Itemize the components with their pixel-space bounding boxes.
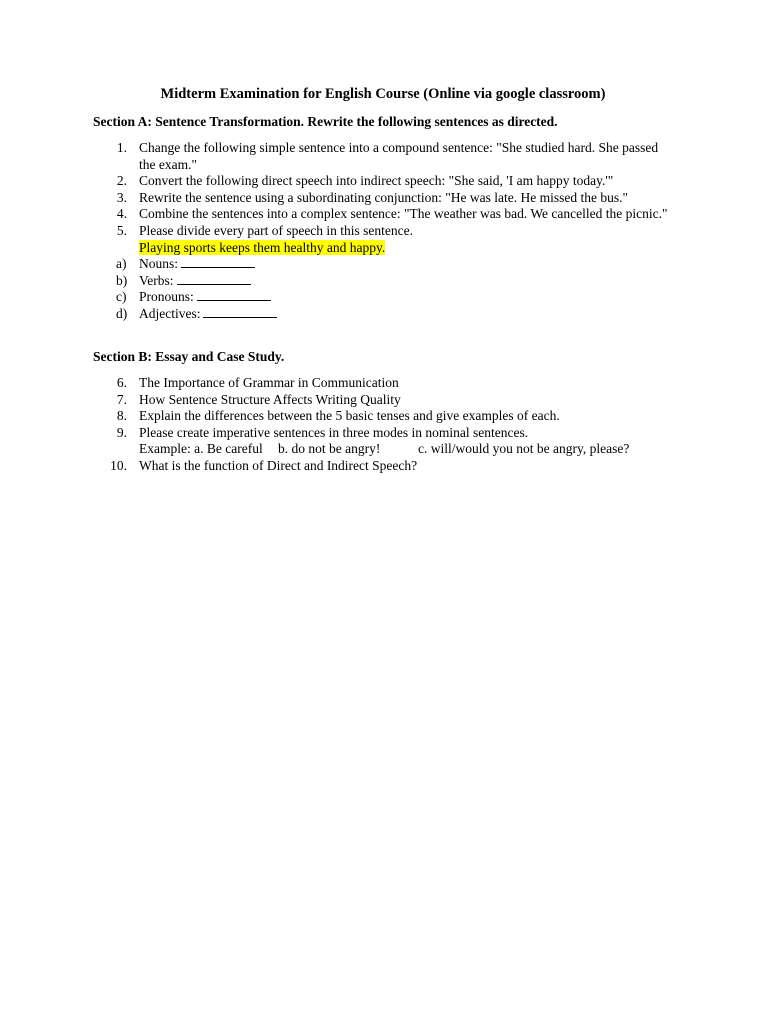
sub-item (93, 306, 673, 323)
item-number: 4. (116, 206, 127, 222)
sub-item-label: Nouns: (139, 256, 179, 272)
list-item (93, 206, 673, 223)
item-number: 5. (116, 222, 127, 238)
example-a: Example: a. Be careful (139, 441, 263, 457)
list-item (93, 425, 673, 458)
section-b-list (93, 375, 673, 475)
sub-item-letter: d) (116, 305, 128, 321)
example-b: b. do not be angry! (278, 441, 381, 457)
list-item (93, 375, 673, 392)
list-item (93, 140, 673, 173)
sub-item (93, 289, 673, 306)
item-number: 3. (116, 189, 127, 205)
item-text: What is the function of Direct and Indirect Speech? (139, 457, 418, 473)
item-text: Rewrite the sentence using a subordinating conjunction: "He was late. He missed the bus." (139, 189, 629, 205)
list-item (93, 223, 673, 256)
sub-item-letter: b) (116, 272, 128, 288)
section-b-heading: Section B: Essay and Case Study. (93, 349, 285, 364)
item-text (139, 425, 673, 458)
item-text-main: Please divide every part of speech in this sentence. (139, 222, 414, 238)
answer-blank (177, 273, 251, 285)
item-number: 2. (116, 173, 127, 189)
sub-item-label: Verbs: (139, 272, 174, 288)
item-number: 8. (116, 408, 127, 424)
sub-item-label: Adjectives: (139, 305, 201, 321)
item-number: 9. (116, 424, 127, 440)
item-text-main: Please create imperative sentences in three modes in nominal sentences. (139, 424, 529, 440)
example-c: c. will/would you not be angry, please? (418, 441, 630, 457)
sub-item-letter: a) (116, 256, 127, 272)
item-number: 10. (110, 457, 127, 473)
list-item (93, 190, 673, 207)
list-item (93, 392, 673, 409)
highlighted-sentence: Playing sports keeps them healthy and happy. (139, 239, 386, 255)
answer-blank (203, 306, 277, 318)
item-text: The Importance of Grammar in Communication (139, 375, 399, 390)
item-text: Change the following simple sentence into a compound sentence: "She studied hard. She passed the exam." (139, 140, 659, 172)
item-number: 6. (116, 375, 127, 390)
item-number: 7. (116, 391, 127, 407)
item-text: Explain the differences between the 5 basic tenses and give examples of each. (139, 408, 560, 424)
item-text (139, 223, 673, 256)
list-item (93, 458, 673, 475)
item-number: 1. (116, 140, 127, 155)
section-a-list (93, 140, 673, 323)
sub-item-letter: c) (116, 289, 127, 305)
list-item (93, 408, 673, 425)
item-text: How Sentence Structure Affects Writing Quality (139, 391, 401, 407)
sub-item-label: Pronouns: (139, 289, 194, 305)
list-item (93, 173, 673, 190)
section-a-heading: Section A: Sentence Transformation. Rewrite the following sentences as directed. (93, 114, 558, 129)
item-text: Convert the following direct speech into indirect speech: "She said, 'I am happy today.'" (139, 173, 614, 189)
document-title: Midterm Examination for English Course (Online via google classroom) (160, 86, 606, 102)
sub-item (93, 256, 673, 273)
answer-blank (181, 256, 255, 268)
sub-item (93, 273, 673, 290)
item-text: Combine the sentences into a complex sentence: "The weather was bad. We cancelled the picnic." (139, 206, 668, 222)
answer-blank (197, 289, 271, 301)
